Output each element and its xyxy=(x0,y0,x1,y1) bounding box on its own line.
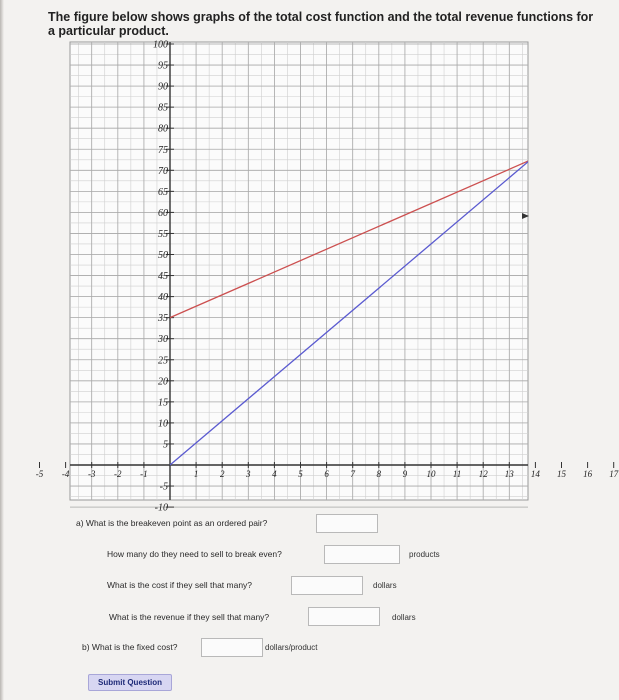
y-tick-label: 75 xyxy=(158,144,168,156)
y-tick-label: 25 xyxy=(158,355,168,367)
cost-dollars-unit: dollars xyxy=(373,581,397,590)
y-tick-label: 70 xyxy=(158,165,168,177)
x-tick-label: 5 xyxy=(298,469,303,479)
x-tick-label: 10 xyxy=(426,469,436,479)
x-tick-label: -1 xyxy=(140,469,148,479)
breakeven-pair-input[interactable] xyxy=(316,514,378,533)
y-tick-label: 80 xyxy=(158,123,168,135)
x-tick-label: 13 xyxy=(504,469,514,479)
y-tick-label: 45 xyxy=(158,271,168,283)
x-tick-label: 12 xyxy=(478,469,488,479)
revenue-dollars-unit: dollars xyxy=(392,613,416,622)
y-tick-label: 60 xyxy=(158,207,168,219)
x-tick-label: 11 xyxy=(452,469,462,479)
y-tick-label: 65 xyxy=(158,186,168,198)
question-a-label: a) What is the breakeven point as an ordered pair? xyxy=(76,518,268,528)
fixed-cost-input[interactable] xyxy=(201,638,263,657)
submit-question-button[interactable]: Submit Question xyxy=(88,674,172,691)
y-tick-label: 10 xyxy=(158,418,168,430)
y-tick-label: -5 xyxy=(159,481,168,493)
products-unit: products xyxy=(409,550,440,559)
y-tick-label: -10 xyxy=(154,502,168,514)
y-tick-label: 85 xyxy=(158,102,168,114)
plot-area xyxy=(70,39,528,500)
x-tick-label: -5 xyxy=(35,469,44,479)
question-a1-label: How many do they need to sell to break even? xyxy=(107,549,282,559)
y-tick-label: 5 xyxy=(163,439,168,451)
x-tick-label: 1 xyxy=(193,469,199,479)
dollars-per-product-unit: dollars/product xyxy=(265,643,318,652)
y-tick-label: 95 xyxy=(158,60,168,72)
y-tick-label: 100 xyxy=(153,39,168,51)
x-tick-label: 6 xyxy=(324,469,329,479)
x-tick-label: 9 xyxy=(402,469,408,479)
y-tick-label: 55 xyxy=(158,228,168,240)
breakeven-revenue-input[interactable] xyxy=(308,607,380,626)
x-tick-label: -3 xyxy=(87,469,96,479)
x-tick-label: 3 xyxy=(246,469,251,479)
x-tick-label: 4 xyxy=(272,469,277,479)
y-tick-label: 40 xyxy=(158,292,168,304)
breakeven-cost-input[interactable] xyxy=(291,576,363,595)
y-tick-label: 35 xyxy=(158,313,168,325)
y-tick-label: 15 xyxy=(158,397,168,409)
y-tick-label: 20 xyxy=(158,376,168,388)
x-tick-label: 16 xyxy=(583,469,593,479)
question-a2-label: What is the cost if they sell that many? xyxy=(107,580,253,590)
breakeven-quantity-input[interactable] xyxy=(324,545,400,564)
x-tick-label: 17 xyxy=(609,469,619,479)
question-b-label: b) What is the fixed cost? xyxy=(82,642,178,652)
x-tick-label: -4 xyxy=(61,469,70,479)
y-tick-label: 90 xyxy=(158,81,168,93)
x-tick-label: 7 xyxy=(350,469,355,479)
problem-prompt: The figure below shows graphs of the total cost function and the total revenue functions for a particular product. xyxy=(48,10,594,38)
x-tick-label: 14 xyxy=(530,469,540,479)
y-tick-label: 30 xyxy=(158,334,168,346)
x-tick-label: 15 xyxy=(557,469,566,479)
question-a3-label: What is the revenue if they sell that many? xyxy=(109,612,270,622)
y-tick-label: 50 xyxy=(158,250,168,261)
x-tick-label: -2 xyxy=(114,469,122,479)
x-tick-label: 8 xyxy=(376,469,382,479)
x-tick-label: 2 xyxy=(219,469,225,479)
